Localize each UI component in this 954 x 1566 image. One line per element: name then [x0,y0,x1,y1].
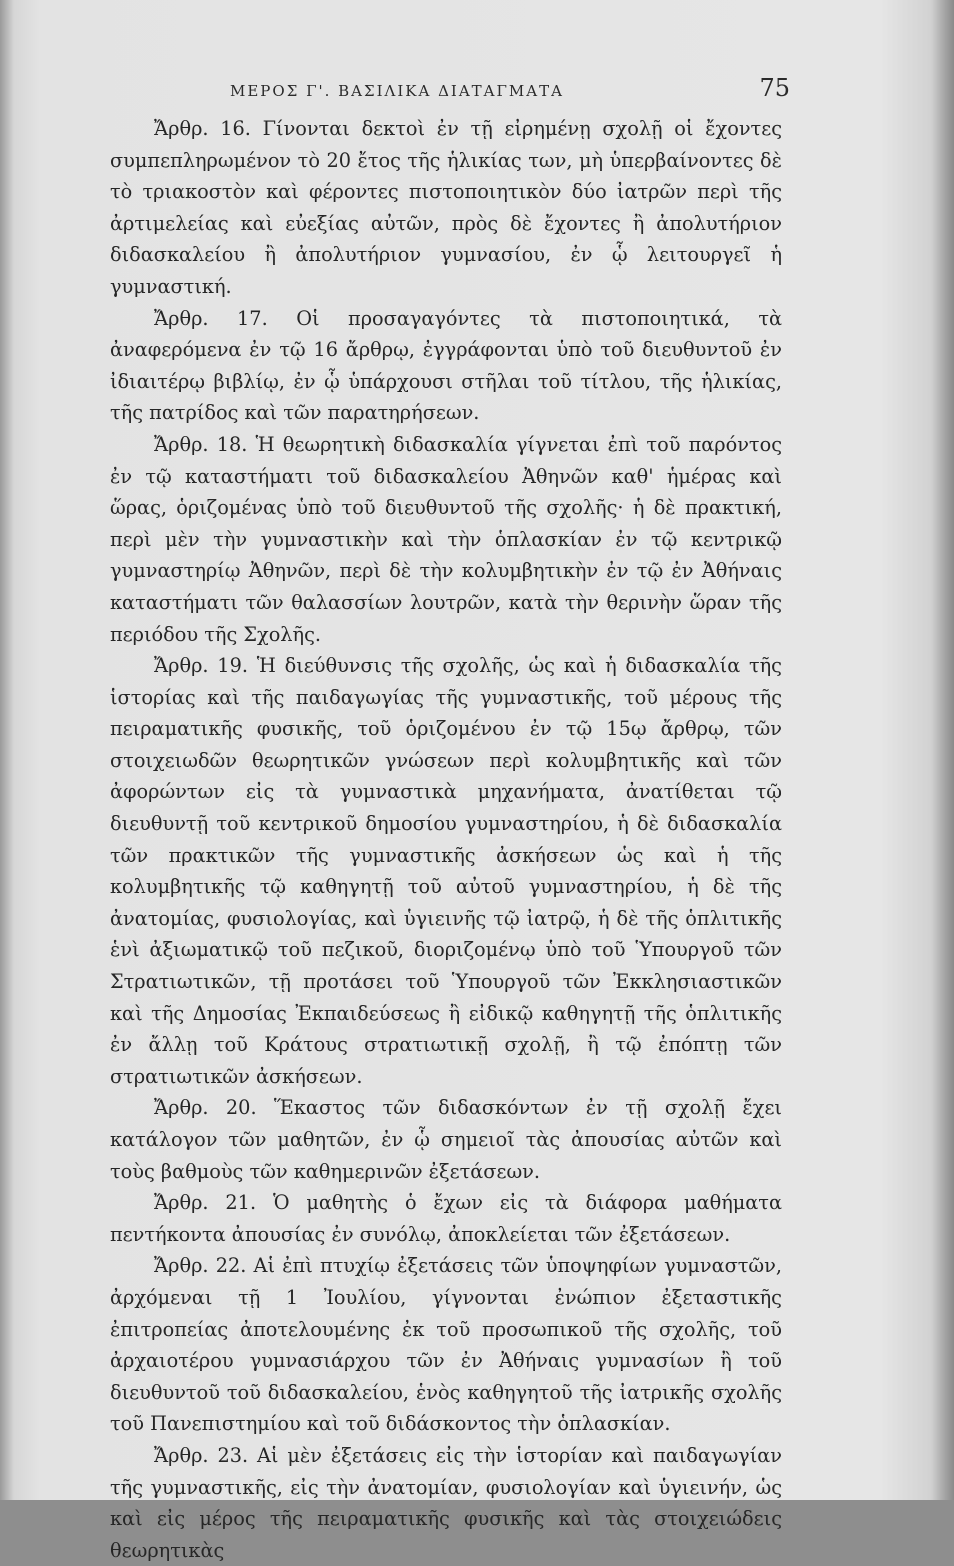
article-21: Ἄρθρ. 21. Ὁ μαθητὴς ὁ ἔχων εἰς τὰ διάφορα μαθήματα πεντήκοντα ἀπουσίας ἐν συνόλῳ, ἀποκλείεται τῶν ἐξετάσεων. [110,1191,782,1246]
article-16: Ἄρθρ. 16. Γίνονται δεκτοὶ ἐν τῇ εἰρημένῃ σχολῇ οἱ ἔχοντες συμπεπληρωμένον τὸ 20 ἔτος τῆς ἡλικίας των, μὴ ὑπερβαίνοντες δὲ τὸ τριακοστὸν καὶ φέροντες πιστοποιητικὸν δύο ἰατρῶν περὶ τῆς ἀρτιμελείας καὶ εὐεξίας αὐτῶν, πρὸς δὲ ἔχοντες ἢ ἀπολυτήριον διδασκαλείου ἢ ἀπολυτήριον γυμνασίου, ἐν ᾧ λειτουργεῖ ἡ γυμναστική. [110,117,782,298]
page-body [110,113,782,1566]
article-23: Ἄρθρ. 23. Αἱ μὲν ἐξετάσεις εἰς τὴν ἱστορίαν καὶ παιδαγωγίαν τῆς γυμναστικῆς, εἰς τὴν ἀνατομίαν, φυσιολογίαν καὶ ὑγιεινήν, ὡς καὶ εἰς μέρος τῆς πειραματικῆς φυσικῆς καὶ τὰς στοιχειώδεις θεωρητικὰς [110,1443,782,1562]
page-header [110,72,790,112]
article-22: Ἄρθρ. 22. Αἱ ἐπὶ πτυχίῳ ἐξετάσεις τῶν ὑποψηφίων γυμναστῶν, ἀρχόμεναι τῇ 1 Ἰουλίου, γίγνονται ἐνώπιον ἐξεταστικῆς ἐπιτροπείας ἀποτελουμένης ἐκ τοῦ προσωπικοῦ τῆς σχολῆς, τοῦ ἀρχαιοτέρου γυμνασιάρχου τῶν ἐν Ἀθήναις γυμνασίων ἢ τοῦ διευθυντοῦ τοῦ διδασκαλείου, ἑνὸς καθηγητοῦ τῆς ἰατρικῆς σχολῆς τοῦ Πανεπιστημίου καὶ τοῦ διδάσκοντος τὴν ὁπλασκίαν. [110,1254,782,1436]
page-number: 75 [759,74,790,102]
article-18: Ἄρθρ. 18. Ἡ θεωρητικὴ διδασκαλία γίγνεται ἐπὶ τοῦ παρόντος ἐν τῷ καταστήματι τοῦ διδασκαλείου Ἀθηνῶν καθ' ἡμέρας καὶ ὥρας, ὁριζομένας ὑπὸ τοῦ διευθυντοῦ τῆς σχολῆς· ἡ δὲ πρακτική, περὶ μὲν τὴν γυμναστικὴν καὶ τὴν ὁπλασκίαν ἐν τῷ κεντρικῷ γυμναστηρίῳ Ἀθηνῶν, περὶ δὲ τὴν κολυμβητικὴν ἐν τῷ ἐν Ἀθήναις καταστήματι τῶν θαλασσίων λουτρῶν, κατὰ τὴν θερινὴν ὥραν τῆς περιόδου τῆς Σχολῆς. [110,432,782,646]
running-head: ΜΕΡΟΣ Γ'. ΒΑΣΙΛΙΚΑ ΔΙΑΤΑΓΜΑΤΑ [230,82,564,100]
article-17: Ἄρθρ. 17. Οἱ προσαγαγόντες τὰ πιστοποιητικά, τὰ ἀναφερόμενα ἐν τῷ 16 ἄρθρῳ, ἐγγράφονται ὑπὸ τοῦ διευθυντοῦ ἐν ἰδιαιτέρῳ βιβλίῳ, ἐν ᾧ ὑπάρχουσι στῆλαι τοῦ τίτλου, τῆς ἡλικίας, τῆς πατρίδος καὶ τῶν παρατηρήσεων. [110,306,782,425]
page-edge-shadow [932,0,954,1500]
article-19: Ἄρθρ. 19. Ἡ διεύθυνσις τῆς σχολῆς, ὡς καὶ ἡ διδασκαλία τῆς ἱστορίας καὶ τῆς παιδαγωγίας τῆς γυμναστικῆς, τοῦ μέρους τῆς πειραματικῆς φυσικῆς, τοῦ ὁριζομένου ἐν τῷ 15ῳ ἄρθρῳ, τῶν στοιχειωδῶν θεωρητικῶν γνώσεων περὶ κολυμβητικῆς καὶ τῶν ἀφορώντων εἰς τὰ γυμναστικὰ μηχανήματα, ἀνατίθεται τῷ διευθυντῇ τοῦ κεντρικοῦ δημοσίου γυμναστηρίου, ἡ δὲ διδασκαλία τῶν πρακτικῶν τῆς γυμναστικῆς ἀσκήσεων ὡς καὶ ἡ τῆς κολυμβητικῆς τῷ καθηγητῇ τοῦ αὐτοῦ γυμναστηρίου, ἡ δὲ τῆς ἀνατομίας, φυσιολογίας, καὶ ὑγιεινῆς τῷ ἰατρῷ, ἡ δὲ τῆς ὁπλιτικῆς ἑνὶ ἀξιωματικῷ τοῦ πεζικοῦ, διοριζομένῳ ὑπὸ τοῦ Ὑπουργοῦ τῶν Στρατιωτικῶν, τῇ προτάσει τοῦ Ὑπουργοῦ τῶν Ἐκκλησιαστικῶν καὶ τῆς Δημοσίας Ἐκπαιδεύσεως ἢ εἰδικῷ καθηγητῇ τῆς ὁπλιτικῆς ἐν ἄλλῃ τοῦ Κράτους στρατιωτικῇ σχολῇ, ἢ τῷ ἐπόπτῃ τῶν στρατιωτικῶν ἀσκήσεων. [110,654,782,1088]
article-20: Ἄρθρ. 20. Ἕκαστος τῶν διδασκόντων ἐν τῇ σχολῇ ἔχει κατάλογον τῶν μαθητῶν, ἐν ᾧ σημειοῖ τὰς ἀπουσίας αὐτῶν καὶ τοὺς βαθμοὺς τῶν καθημερινῶν ἐξετάσεων. [110,1096,782,1183]
